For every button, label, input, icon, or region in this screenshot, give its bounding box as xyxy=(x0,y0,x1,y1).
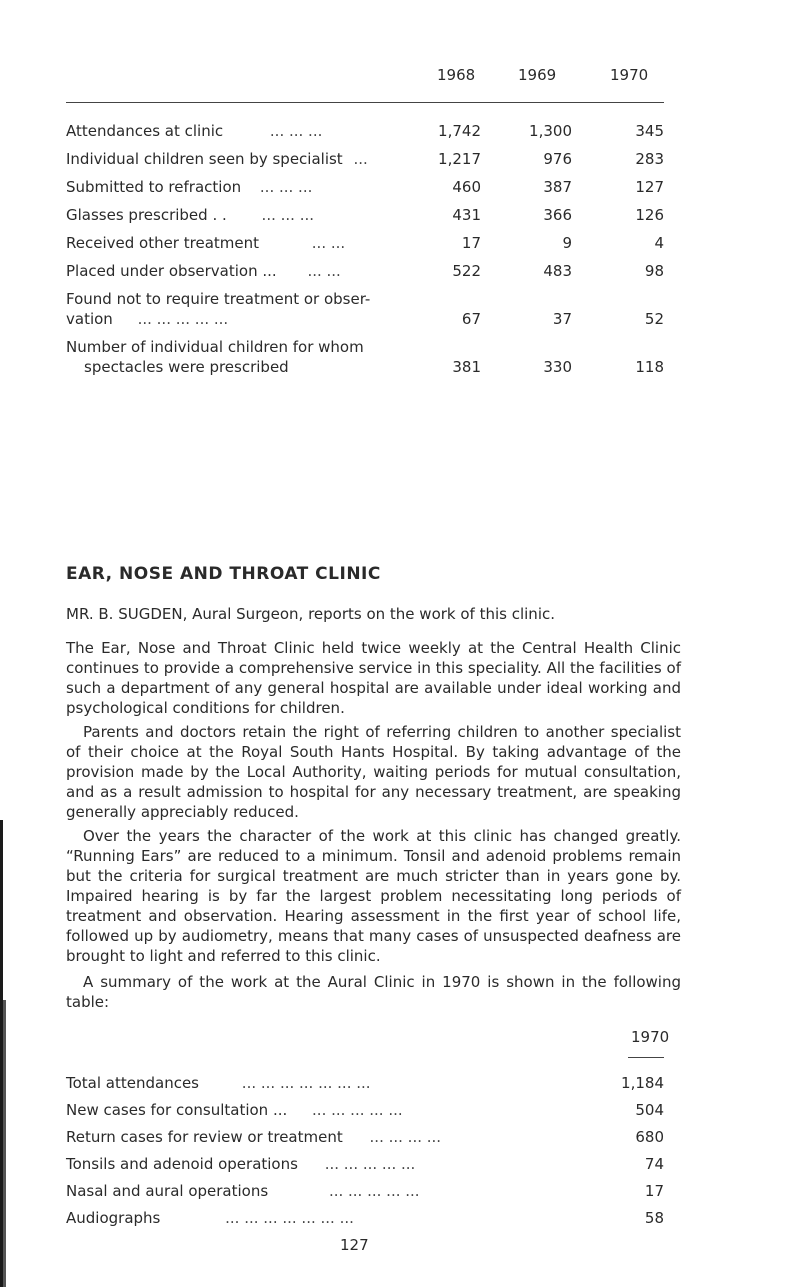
leader-dots: ... ... ... xyxy=(259,178,313,196)
cell-1970: 98 xyxy=(644,262,664,280)
cell-1968: 1,742 xyxy=(438,122,481,140)
row-label: Glasses prescribed . . xyxy=(66,206,227,224)
table-row xyxy=(66,1128,441,1146)
leader-dots: ... ... xyxy=(311,234,346,252)
row-label: Submitted to refraction xyxy=(66,178,242,196)
table-row xyxy=(66,234,345,252)
paragraph-1: The Ear, Nose and Throat Clinic held twice weekly at the Central Health Clinic continues to provide a comprehensive service in this speciality. All the facilities of such a department of any general hospital are available under ideal working and psychological conditions for children. xyxy=(66,639,681,717)
cell-1970: 126 xyxy=(635,206,664,224)
leader-dots: ... ... ... ... ... xyxy=(312,1101,403,1119)
table-row-line1: Found not to require treatment or obser- xyxy=(66,290,371,308)
byline: MR. B. SUGDEN, Aural Surgeon, reports on the work of this clinic. xyxy=(66,605,556,623)
leader-dots: ... ... ... xyxy=(269,122,323,140)
table-row xyxy=(66,150,368,168)
cell-1968: 381 xyxy=(452,358,481,376)
leader-dots: ... ... ... ... ... xyxy=(137,310,229,328)
aural-cell: 17 xyxy=(644,1182,664,1200)
table-header-rule xyxy=(66,102,664,103)
aural-cell: 504 xyxy=(635,1101,664,1119)
aural-cell: 1,184 xyxy=(621,1074,664,1092)
paragraph-2: Parents and doctors retain the right of referring children to another specialist of their choice at the Royal South Hants Hospital. By taking advantage of the provision made by the Local Authority, waiting periods for mutual consultation, and as a result admission to hospital for any necessary treatment, are speaking generally appreciably reduced. xyxy=(66,723,681,821)
cell-1970: 118 xyxy=(635,358,664,376)
cell-1969: 9 xyxy=(562,234,572,252)
cell-1968: 431 xyxy=(452,206,481,224)
row-label: Received other treatment xyxy=(66,234,259,252)
scan-edge-shadow-inner xyxy=(3,1000,6,1287)
leader-dots: ... ... ... ... ... xyxy=(328,1182,420,1200)
leader-dots: ... ... ... ... ... ... ... xyxy=(225,1209,354,1227)
cell-1970: 283 xyxy=(635,150,664,168)
paragraph-3: Over the years the character of the work at this clinic has changed greatly. “Running Ears” are reduced to a minimum. Tonsil and adenoid problems remain but the criteria for surgical treatment are much stricter than in years gone by. Impaired hearing is by far the largest problem necessitating long periods of treatment and observation. Hearing assessment in the first year of school life, followed up by audiometry, means that many cases of unsuspected deafness are brought to light and referred to this clinic. xyxy=(66,827,681,965)
aural-cell: 680 xyxy=(635,1128,664,1146)
cell-1969: 330 xyxy=(543,358,572,376)
cell-1969: 366 xyxy=(543,206,572,224)
table-row xyxy=(66,1101,403,1119)
page-number: 127 xyxy=(340,1236,369,1254)
table-row xyxy=(66,1155,415,1173)
leader-dots: ... ... xyxy=(307,262,341,280)
cell-1968: 17 xyxy=(461,234,481,252)
row-label: Total attendances xyxy=(66,1074,200,1092)
cell-1969: 976 xyxy=(543,150,572,168)
cell-1970: 127 xyxy=(635,178,664,196)
table-row-line1: Number of individual children for whom xyxy=(66,338,364,356)
aural-cell: 58 xyxy=(644,1209,664,1227)
year-header-1969: 1969 xyxy=(518,66,557,84)
cell-1968: 67 xyxy=(461,310,481,328)
aural-cell: 74 xyxy=(644,1155,664,1173)
row-label: Return cases for review or treatment xyxy=(66,1128,343,1146)
row-label: Individual children seen by specialist xyxy=(66,150,343,168)
row-label: Attendances at clinic xyxy=(66,122,224,140)
row-label: Tonsils and adenoid operations xyxy=(66,1155,298,1173)
table-row-line2: spectacles were prescribed xyxy=(84,358,289,376)
cell-1969: 483 xyxy=(543,262,572,280)
aural-year-header: 1970 xyxy=(631,1028,670,1046)
paragraph-4: A summary of the work at the Aural Clinic in 1970 is shown in the following table: xyxy=(66,973,681,1011)
cell-1970: 52 xyxy=(644,310,664,328)
row-label: Nasal and aural operations xyxy=(66,1182,269,1200)
year-header-1968: 1968 xyxy=(437,66,476,84)
table-row xyxy=(66,178,312,196)
cell-1970: 345 xyxy=(635,122,664,140)
row-label: Placed under observation ... xyxy=(66,262,277,280)
cell-1968: 1,217 xyxy=(438,150,481,168)
cell-1968: 460 xyxy=(452,178,481,196)
cell-1970: 4 xyxy=(654,234,664,252)
table-row xyxy=(66,1074,371,1092)
row-label-cont: vation xyxy=(66,310,113,328)
section-heading: EAR, NOSE AND THROAT CLINIC xyxy=(66,564,381,584)
leader-dots: ... ... ... xyxy=(261,206,314,224)
table-row xyxy=(66,1209,354,1227)
table-row xyxy=(66,1182,420,1200)
leader-dots: ... ... ... ... ... xyxy=(324,1155,416,1173)
year-header-1970: 1970 xyxy=(610,66,649,84)
table-row xyxy=(66,262,341,280)
cell-1969: 387 xyxy=(543,178,572,196)
row-label: Audiographs xyxy=(66,1209,161,1227)
row-label: New cases for consultation ... xyxy=(66,1101,288,1119)
cell-1968: 522 xyxy=(452,262,481,280)
table-row-line2 xyxy=(66,310,228,328)
table-row xyxy=(66,122,322,140)
cell-1969: 1,300 xyxy=(529,122,572,140)
table-row xyxy=(66,206,314,224)
aural-header-rule xyxy=(628,1057,664,1058)
cell-1969: 37 xyxy=(552,310,572,328)
leader-dots: ... ... ... ... xyxy=(369,1128,442,1146)
leader-dots: ... ... ... ... ... ... ... xyxy=(241,1074,371,1092)
leader-dots: ... xyxy=(353,150,368,168)
